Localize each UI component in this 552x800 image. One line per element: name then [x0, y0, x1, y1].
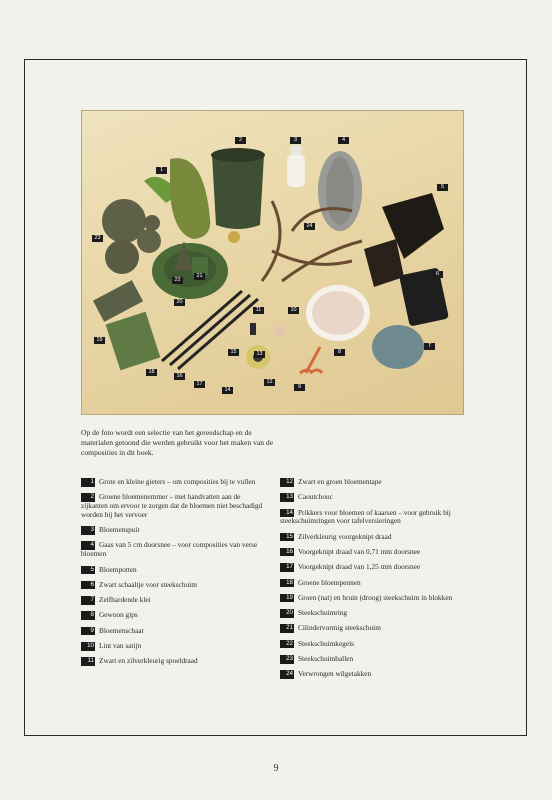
legend-text: Voorgeknipt draad van 1,25 mm doorsnee	[298, 562, 421, 572]
legend-number: 8	[81, 611, 95, 620]
large-watering-can	[170, 158, 210, 239]
legend-item	[280, 563, 462, 572]
legend-number: 13	[280, 493, 294, 502]
legend-item	[81, 541, 265, 559]
self-hardening-clay	[372, 325, 424, 369]
photo-label: 5	[437, 184, 448, 191]
legend-text: Groene bloemenemmer – met handvatten aan de zijkanten om ervoor te zorgen dat de bloemen niet beschadigd worden bij het vervoer	[81, 492, 263, 519]
legend-item	[280, 640, 462, 649]
legend-item	[81, 566, 265, 575]
satin-ribbon	[274, 325, 286, 337]
photo-label: 18	[146, 369, 157, 376]
legend-text: Zwart schaaltje voor steekschuim	[99, 579, 197, 589]
green-bucket	[212, 155, 264, 229]
legend-item	[81, 596, 265, 605]
legend-text: Groene bloempennen	[298, 577, 361, 587]
legend-number: 6	[81, 581, 95, 590]
photo-label: 20	[174, 299, 185, 306]
legend-number: 24	[280, 670, 294, 679]
reel-wire	[250, 323, 256, 335]
photo-label: 16	[174, 373, 185, 380]
foam-ball-small	[137, 229, 161, 253]
legend-text: Zwart en groen bloementape	[298, 477, 382, 486]
tools-illustration	[82, 111, 463, 414]
legend-item	[81, 627, 265, 636]
legend-text: Caoutchouc	[298, 492, 333, 502]
photo-label: 3	[290, 137, 301, 144]
legend-left-column	[81, 478, 265, 673]
photo-label: 10	[288, 307, 299, 314]
photo-label: 22	[172, 277, 183, 284]
legend-item	[81, 611, 265, 620]
legend-number: 2	[81, 493, 95, 502]
legend-text: Steekschuimkegels	[298, 638, 354, 648]
photo-label: 13	[254, 351, 265, 358]
legend-number: 23	[280, 655, 294, 664]
legend-item	[280, 509, 462, 527]
legend-text: Gaas van 5 cm doorsnee – voor composities van verse bloemen	[81, 540, 258, 559]
foam-ball-tiny	[144, 215, 160, 231]
photo-label: 8	[334, 349, 345, 356]
legend-item	[280, 609, 462, 618]
legend-number: 21	[280, 624, 294, 633]
legend-item	[280, 579, 462, 588]
legend-number: 1	[81, 478, 95, 487]
legend-text: Grote en kleine gieters – om composities bij te vullen	[99, 477, 256, 486]
photo-label: 12	[264, 379, 275, 386]
legend-number: 9	[81, 627, 95, 636]
legend-text: Zwart en zilverkleurig spoeldraad	[99, 656, 198, 666]
legend-number: 10	[81, 642, 95, 651]
photo-label: 19	[94, 337, 105, 344]
legend-text: Gewoon gips	[99, 610, 138, 620]
photo-label: 11	[253, 307, 264, 314]
page-number: 9	[273, 763, 279, 774]
photo-label: 7	[424, 343, 435, 350]
legend-text: Steekschuimring	[298, 608, 348, 618]
photo-label: 15	[228, 349, 239, 356]
photo-label: 4	[338, 137, 349, 144]
legend-right-column	[280, 478, 462, 686]
legend-item	[280, 533, 462, 542]
flower-pot-2	[364, 239, 404, 287]
foam-block-green	[106, 312, 161, 371]
legend-text: Steekschuimballen	[298, 654, 354, 664]
legend-item	[81, 493, 265, 519]
legend-text: Groen (nat) en bruin (droog) steekschuim in blokken	[298, 592, 453, 602]
legend-text: Cilindervormig steekschuim	[298, 623, 381, 633]
legend-item	[81, 478, 265, 487]
legend-text: Lint van satijn	[99, 641, 142, 651]
legend-item	[280, 655, 462, 664]
legend-item	[280, 624, 462, 633]
legend-item	[280, 594, 462, 603]
legend-text: Bloemenschaar	[99, 625, 144, 635]
legend-item	[81, 526, 265, 535]
flower-scissors	[300, 347, 322, 373]
legend-number: 7	[81, 596, 95, 605]
legend-item	[81, 642, 265, 651]
legend-number: 4	[81, 541, 95, 550]
photo-label: 23	[92, 235, 103, 242]
legend-text: Voorgeknipt draad van 0,71 mm doorsnee	[298, 546, 421, 556]
legend-number: 12	[280, 478, 294, 487]
legend-number: 16	[280, 548, 294, 557]
legend-text: Bloemenspuit	[99, 525, 140, 535]
legend-item	[280, 493, 462, 502]
photo-label: 24	[304, 223, 315, 230]
photo-caption: Op de foto wordt een selectie van het gereedschap en de materialen getoond die werden gebruikt voor het maken van de composities in dit boek.	[81, 428, 274, 458]
foam-ball-medium	[105, 240, 139, 274]
legend-number: 15	[280, 533, 294, 542]
legend-text: Bloempotten	[99, 564, 137, 574]
legend-item	[280, 670, 462, 679]
tape-roll	[228, 231, 240, 243]
legend-text: Zilverkleurig voorgeknipt draad	[298, 531, 392, 541]
legend-number: 22	[280, 640, 294, 649]
photo-label: 14	[222, 387, 233, 394]
legend-item	[81, 581, 265, 590]
photo-label: 2	[235, 137, 246, 144]
legend-number: 11	[81, 657, 95, 666]
legend-number: 20	[280, 609, 294, 618]
legend-item	[280, 478, 462, 487]
legend-number: 3	[81, 526, 95, 535]
legend-number: 19	[280, 594, 294, 603]
photo-label: 21	[194, 273, 205, 280]
legend-number: 17	[280, 563, 294, 572]
photo-label: 17	[194, 381, 205, 388]
legend-number: 14	[280, 509, 294, 518]
legend-item	[81, 657, 265, 666]
legend-text: Zelfhardende klei	[99, 595, 151, 605]
legend-number: 18	[280, 579, 294, 588]
legend-number: 5	[81, 566, 95, 575]
legend-item	[280, 548, 462, 557]
legend-text: Verwrongen wilgetakken	[298, 669, 372, 679]
spray-bottle	[287, 155, 305, 187]
tools-photo	[81, 110, 464, 415]
photo-label: 1	[156, 167, 167, 174]
legend-text: Prikkers voor bloemen of kaarsen – voor gebruik bij steekschuimringen voor tafelversieringen	[280, 507, 451, 526]
photo-label: 6	[432, 271, 443, 278]
photo-label: 9	[294, 384, 305, 391]
